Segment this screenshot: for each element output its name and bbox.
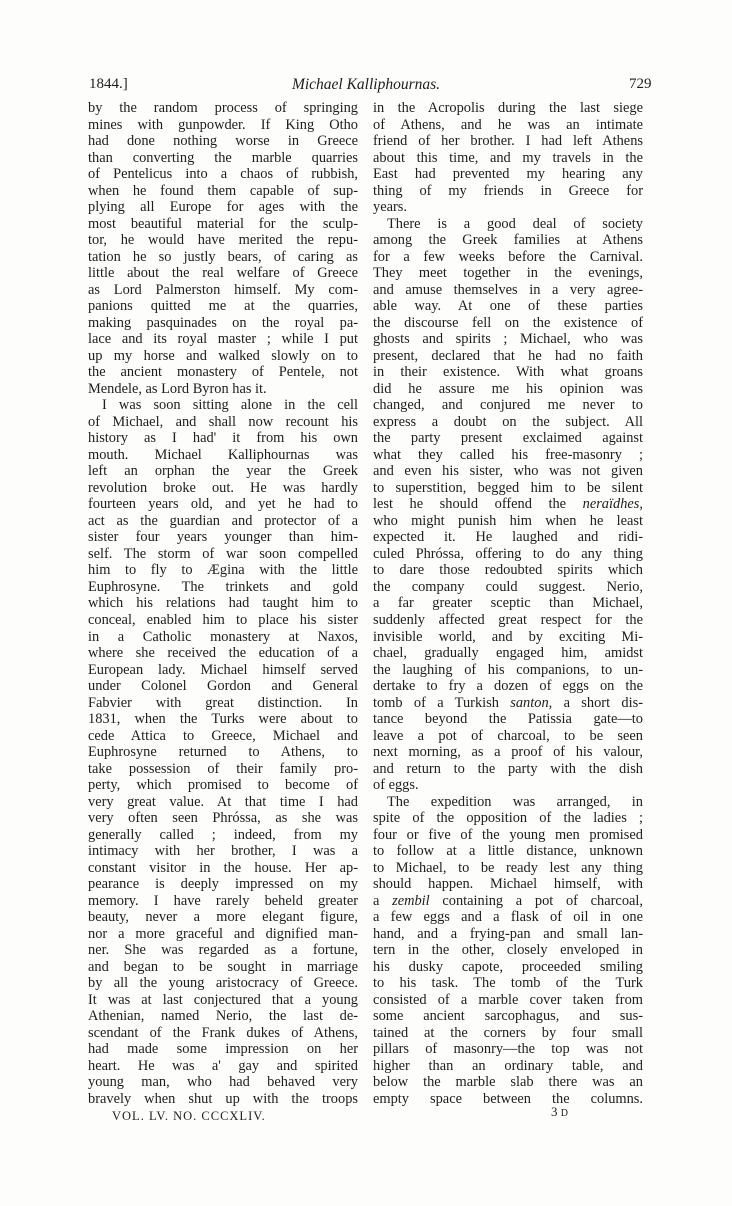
italic-term: neraïdhes — [582, 496, 640, 513]
text-line: friend of her brother. I had left Athens — [373, 133, 643, 150]
text-line: pillars of masonry—the top was not — [373, 1041, 643, 1058]
text-line: did he assure me his opinion was — [373, 380, 643, 397]
text-line: left an orphan the year the Greek — [88, 463, 358, 480]
text-line: act as the guardian and protector of a — [88, 512, 358, 529]
italic-term: zembil — [392, 892, 430, 909]
text-line: express a doubt on the subject. All — [373, 413, 643, 430]
text-line: the laughing of his companions, to un- — [373, 661, 643, 678]
text-line: as Lord Palmerston himself. My com- — [88, 281, 358, 298]
text-line: East had prevented my hearing any — [373, 166, 643, 183]
text-line: where she received the education of a — [88, 645, 358, 662]
text-line: who might punish him when he least — [373, 512, 643, 529]
text-line: than converting the marble quarries — [88, 149, 358, 166]
text-line: dertake to fry a dozen of eggs on the — [373, 678, 643, 695]
text-line: about this time, and my travels in the — [373, 149, 643, 166]
running-head-date: 1844.] — [89, 76, 128, 92]
text-line: most beautiful material for the sculp- — [88, 215, 358, 232]
text-line: should happen. Michael himself, with — [373, 876, 643, 893]
text-line: higher than an ordinary table, and — [373, 1057, 643, 1074]
text-line: 1831, when the Turks were about to — [88, 711, 358, 728]
text-line: generally called ; indeed, from my — [88, 826, 358, 843]
text-line: present, declared that he had no faith — [373, 347, 643, 364]
text-line: leave a pot of charcoal, to be seen — [373, 727, 643, 744]
running-head-title: Michael Kalliphournas. — [291, 76, 441, 93]
text-line: European lady. Michael himself served — [88, 661, 358, 678]
text-line: for a few weeks before the Carnival. — [373, 248, 643, 265]
text-line: hand, and a frying-pan and small lan- — [373, 925, 643, 942]
text-line: among the Greek families at Athens — [373, 232, 643, 249]
page-number: 729 — [629, 76, 652, 92]
text-line: had done nothing worse in Greece — [88, 133, 358, 150]
text-line: tation he so justly bears, of caring as — [88, 248, 358, 265]
text-line: self. The storm of war soon compelled — [88, 545, 358, 562]
gathering-mark — [551, 1104, 568, 1120]
text-line: tomb of a Turkish santon, a short dis- — [373, 694, 643, 711]
text-line: years. — [373, 199, 407, 216]
text-line: below the marble slab there was an — [373, 1074, 643, 1091]
text-line: heart. He was a' gay and spirited — [88, 1057, 358, 1074]
text-line: which his relations had taught him to — [88, 595, 358, 612]
text-line: four or five of the young men promised — [373, 826, 643, 843]
text-line: of Michael, and shall now recount his — [88, 413, 358, 430]
text-line: and began to be sought in marriage — [88, 958, 358, 975]
text-line: tern in the other, closely enveloped in — [373, 942, 643, 959]
text-line: culed Phróssa, offering to do any thing — [373, 545, 643, 562]
text-line: to superstition, begged him to be silent — [373, 479, 643, 496]
text-line: take possession of their family pro- — [88, 760, 358, 777]
text-line: revolution broke out. He was hardly — [88, 479, 358, 496]
text-line: suddenly affected great respect for the — [373, 611, 643, 628]
text-line: mines with gunpowder. If King Otho — [88, 116, 358, 133]
text-line: chael, gradually engaged him, amidst — [373, 645, 643, 662]
text-line: constant visitor in the house. Her ap- — [88, 859, 358, 876]
text-line: the party present exclaimed against — [373, 430, 643, 447]
text-line: perty, which promised to become of — [88, 777, 358, 794]
text-line: I was soon sitting alone in the cell — [102, 397, 358, 414]
text-line: expected it. He laughed and ridi- — [373, 529, 643, 546]
text-line: lace and its royal master ; while I put — [88, 331, 358, 348]
text-line: to follow at a little distance, unknown — [373, 843, 643, 860]
text-line: cede Attica to Greece, Michael and — [88, 727, 358, 744]
text-line: and even his sister, who was not given — [373, 463, 643, 480]
text-line: in their existence. With what groans — [373, 364, 643, 381]
text-line: scendant of the Frank dukes of Athens, — [88, 1024, 358, 1041]
text-line: It was at last conjectured that a young — [88, 991, 358, 1008]
gathering-number: 3 — [551, 1104, 558, 1119]
text-line: thing of my friends in Greece for — [373, 182, 643, 199]
text-line: nor a more graceful and dignified man- — [88, 925, 358, 942]
text-line: had made some impression on her — [88, 1041, 358, 1058]
text-line: some ancient sarcophagus, and sus- — [373, 1008, 643, 1025]
text-line: and amuse themselves in a very agree- — [373, 281, 643, 298]
text-line: Euphrosyne returned to Athens, to — [88, 744, 358, 761]
text-line: mouth. Michael Kalliphournas was — [88, 446, 358, 463]
gathering-letter: D — [560, 1108, 568, 1119]
text-line: invisible world, and by exciting Mi- — [373, 628, 643, 645]
text-line: tance beyond the Patissia gate—to — [373, 711, 643, 728]
text-line: a far greater sceptic than Michael, — [373, 595, 643, 612]
text-line: tor, he would have merited the repu- — [88, 232, 358, 249]
text-line: ner. She was regarded as a fortune, — [88, 942, 358, 959]
text-line: pearance is deeply impressed on my — [88, 876, 358, 893]
text-line: plying all Europe for ages with the — [88, 199, 358, 216]
text-line: beauty, never a more elegant figure, — [88, 909, 358, 926]
text-line: There is a good deal of society — [387, 215, 643, 232]
text-line: Euphrosyne. The trinkets and gold — [88, 578, 358, 595]
text-line: of eggs. — [373, 777, 419, 794]
text-line: to dare those redoubted spirits which — [373, 562, 643, 579]
text-column-left — [88, 100, 358, 1107]
text-line: of Pentelicus into a chaos of rubbish, — [88, 166, 358, 183]
text-line: under Colonel Gordon and General — [88, 678, 358, 695]
text-line: his dusky capote, proceeded smiling — [373, 958, 643, 975]
text-line: what they called his free-masonry ; — [373, 446, 643, 463]
text-line: panions quitted me at the quarries, — [88, 298, 358, 315]
text-line: intimacy with her brother, I was a — [88, 843, 358, 860]
text-line: the ancient monastery of Pentele, not — [88, 364, 358, 381]
text-line: next morning, as a proof of his valour, — [373, 744, 643, 761]
text-line: by the random process of springing — [88, 100, 358, 116]
text-line: changed, and conjured me never to — [373, 397, 643, 414]
italic-term: santon — [510, 694, 549, 711]
text-line: consisted of a marble cover taken from — [373, 991, 643, 1008]
text-line: Fabvier with great distinction. In — [88, 694, 358, 711]
text-line: up my horse and walked slowly on to — [88, 347, 358, 364]
text-line: little about the real welfare of Greece — [88, 265, 358, 282]
text-column-right — [373, 100, 643, 1107]
text-line: able way. At one of these parties — [373, 298, 643, 315]
text-line: of Athens, and he was an intimate — [373, 116, 643, 133]
text-line: the company could suggest. Nerio, — [373, 578, 643, 595]
text-line: to his task. The tomb of the Turk — [373, 975, 643, 992]
text-line: bravely when shut up with the troops — [88, 1090, 358, 1107]
text-line: young man, who had behaved very — [88, 1074, 358, 1091]
text-line: memory. I have rarely beheld greater — [88, 892, 358, 909]
text-line: The expedition was arranged, in — [387, 793, 643, 810]
text-line: ghosts and spirits ; Michael, who was — [373, 331, 643, 348]
text-line: in the Acropolis during the last siege — [373, 100, 643, 116]
text-line: Athenian, named Nerio, the last de- — [88, 1008, 358, 1025]
volume-signature: VOL. LV. NO. CCCXLIV. — [112, 1109, 266, 1123]
text-line: tained at the corners by four small — [373, 1024, 643, 1041]
text-line: conceal, enabled him to place his sister — [88, 611, 358, 628]
text-line: Mendele, as Lord Byron has it. — [88, 380, 267, 397]
text-line: empty space between the columns. — [373, 1090, 643, 1107]
text-line: a few eggs and a flask of oil in one — [373, 909, 643, 926]
text-line: by all the young aristocracy of Greece. — [88, 975, 358, 992]
text-line: They meet together in the evenings, — [373, 265, 643, 282]
text-line: fourteen years old, and yet he had to — [88, 496, 358, 513]
text-line: lest he should offend the neraïdhes, — [373, 496, 643, 513]
text-line: a zembil containing a pot of charcoal, — [373, 892, 643, 909]
text-line: him to fly to Ægina with the little — [88, 562, 358, 579]
text-line: very great value. At that time I had — [88, 793, 358, 810]
text-line: to Michael, to be ready lest any thing — [373, 859, 643, 876]
text-line: making pasquinades on the royal pa- — [88, 314, 358, 331]
text-line: spite of the opposition of the ladies ; — [373, 810, 643, 827]
text-line: when he found them capable of sup- — [88, 182, 358, 199]
text-line: sister four years younger than him- — [88, 529, 358, 546]
text-line: the discourse fell on the existence of — [373, 314, 643, 331]
text-line: very often seen Phróssa, as she was — [88, 810, 358, 827]
text-line: and return to the party with the dish — [373, 760, 643, 777]
text-line: history as I had' it from his own — [88, 430, 358, 447]
text-line: in a Catholic monastery at Naxos, — [88, 628, 358, 645]
